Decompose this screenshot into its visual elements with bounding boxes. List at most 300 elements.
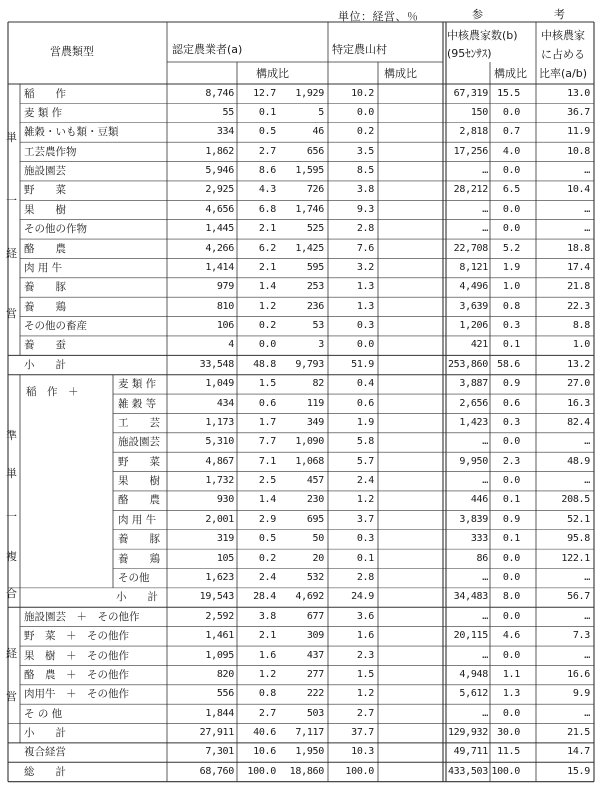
row-value: 1.3 — [356, 300, 374, 312]
row-value: 10.8 — [567, 145, 590, 157]
row-value: 525 — [306, 223, 324, 235]
row-value: 2,656 — [459, 397, 488, 409]
row-value: 3.5 — [356, 145, 374, 157]
row-value: 8,121 — [459, 261, 488, 273]
row-label: 複合経営 — [24, 746, 66, 759]
row-value: 22.3 — [567, 300, 590, 312]
row-value: 0.6 — [258, 397, 276, 409]
row-value: 4.0 — [502, 145, 520, 157]
row-value: 82 — [312, 378, 324, 390]
row-value: 7.6 — [356, 242, 374, 254]
row-value: 695 — [306, 513, 324, 525]
row-value: 5,310 — [205, 436, 234, 448]
row-value: 3,887 — [459, 378, 488, 390]
row-value: 656 — [306, 145, 324, 157]
row-value: 208.5 — [561, 494, 590, 506]
row-label: 養 豚 — [24, 281, 66, 294]
row-value: 82.4 — [567, 416, 590, 428]
row-value: … — [584, 649, 590, 661]
row-value: 4 — [228, 339, 234, 351]
row-value: 15.5 — [497, 87, 520, 99]
row-value: 11.9 — [567, 126, 590, 138]
row-value: 17.4 — [567, 261, 590, 273]
row-value: 24.9 — [351, 591, 374, 603]
header-core-share-1: 中核農家 — [541, 29, 585, 42]
row-value: 2.7 — [356, 707, 374, 719]
row-value: 0.9 — [502, 513, 520, 525]
row-value: 2.1 — [258, 223, 276, 235]
row-value: 1.3 — [356, 281, 374, 293]
row-label: 工芸農作物 — [24, 145, 77, 158]
row-value: 1,095 — [205, 649, 234, 661]
row-value: 105 — [216, 552, 234, 564]
row-value: 9,950 — [459, 455, 488, 467]
row-value: 333 — [470, 533, 488, 545]
row-value: 3.7 — [356, 513, 374, 525]
row-label: 肉 用 牛 — [24, 261, 63, 274]
row-value: 2,592 — [205, 610, 234, 622]
row-value: 2.8 — [356, 223, 374, 235]
row-value: … — [482, 165, 488, 177]
row-value: 122.1 — [561, 552, 590, 564]
row-value: 3 — [318, 339, 324, 351]
row-value: 9,793 — [295, 358, 324, 370]
row-value: 230 — [306, 494, 324, 506]
row-value: 0.5 — [258, 126, 276, 138]
row-value: 1,732 — [205, 475, 234, 487]
group-label-single-3: 経 — [6, 247, 17, 260]
row-value: 52.1 — [567, 513, 590, 525]
row-label: 小 計 — [116, 591, 158, 604]
row-value: … — [482, 572, 488, 583]
row-value: 421 — [470, 339, 488, 351]
row-value: 18.8 — [567, 242, 590, 254]
row-value: 0.8 — [258, 688, 276, 700]
row-value: 56.7 — [567, 591, 590, 603]
row-value: 236 — [306, 300, 324, 312]
row-value: … — [482, 436, 488, 448]
row-value: 2.4 — [356, 475, 374, 487]
row-value: 0.0 — [502, 610, 520, 622]
row-value: 68,760 — [199, 765, 234, 777]
row-value: 21.8 — [567, 281, 590, 293]
row-value: 1.7 — [258, 416, 276, 428]
row-value: 5.2 — [502, 242, 520, 254]
row-value: 319 — [216, 533, 234, 545]
row-value: 0.0 — [502, 203, 520, 215]
row-value: 1,461 — [205, 630, 234, 642]
row-value: 19,543 — [199, 591, 234, 603]
row-value: 253,860 — [447, 358, 488, 370]
row-value: 1.2 — [258, 668, 276, 680]
row-value: 119 — [306, 397, 324, 409]
row-value: 532 — [306, 572, 324, 583]
group-label-single-2: 一 — [6, 194, 17, 207]
row-value: 7.3 — [572, 630, 590, 642]
row-value: 0.1 — [502, 494, 520, 506]
row-value: 6.5 — [502, 184, 520, 196]
row-value: 3.8 — [356, 184, 374, 196]
row-label: 肉 用 牛 — [118, 513, 157, 526]
row-value: 0.3 — [356, 320, 374, 332]
row-value: 3,639 — [459, 300, 488, 312]
row-value: 1.0 — [502, 281, 520, 293]
row-value: 9.9 — [572, 688, 590, 700]
row-label: 雑穀・いも類・豆類 — [24, 126, 119, 139]
row-value: 5.8 — [356, 436, 374, 448]
row-value: 48.8 — [253, 358, 276, 370]
row-value: 14.7 — [567, 746, 590, 758]
header-core-share-3: 比率(a/b) — [539, 67, 588, 80]
group-label-complex-2: 営 — [6, 690, 17, 703]
header-certified: 認定農業者(a) — [172, 43, 243, 56]
row-value: 309 — [306, 630, 324, 642]
row-value: 4,867 — [205, 455, 234, 467]
row-value: 0.3 — [356, 533, 374, 545]
row-value: 1,950 — [295, 746, 324, 758]
row-value: 58.6 — [497, 358, 520, 370]
row-label: 果 樹 — [24, 203, 66, 216]
row-value: 2,818 — [459, 126, 488, 138]
row-value: … — [584, 203, 590, 215]
row-value: 1.2 — [356, 494, 374, 506]
row-value: 1,445 — [205, 223, 234, 235]
row-value: 0.0 — [502, 552, 520, 564]
row-value: 2.9 — [258, 513, 276, 525]
row-value: 1,423 — [459, 416, 488, 428]
row-value: 0.1 — [502, 339, 520, 351]
row-label: 麦 類 作 — [118, 378, 157, 391]
row-value: 820 — [216, 668, 234, 680]
row-label: 養 蚕 — [24, 339, 66, 352]
row-value: 433,503 — [447, 765, 488, 777]
row-value: 10.4 — [567, 184, 590, 196]
row-value: 8.0 — [502, 591, 520, 603]
row-value: 2.7 — [258, 707, 276, 719]
row-value: 1,090 — [295, 436, 324, 448]
row-value: 0.0 — [502, 436, 520, 448]
header-core-count-sub: (95ｾﾝｻｽ) — [447, 47, 492, 60]
row-value: 0.2 — [258, 320, 276, 332]
row-label: 果 樹 ＋ その他作 — [24, 649, 129, 662]
row-value: 349 — [306, 416, 324, 428]
row-value: … — [482, 203, 488, 215]
row-label: その他 — [118, 572, 150, 584]
row-value: 0.3 — [502, 416, 520, 428]
row-value: 48.9 — [567, 455, 590, 467]
row-value: … — [584, 572, 590, 583]
row-value: 0.3 — [502, 320, 520, 332]
row-value: 2.1 — [258, 630, 276, 642]
row-value: 16.3 — [567, 397, 590, 409]
row-value: 0.0 — [258, 339, 276, 351]
row-value: 253 — [306, 281, 324, 293]
row-value: 0.5 — [258, 533, 276, 545]
row-value: … — [482, 649, 488, 661]
row-value: 4.3 — [258, 184, 276, 196]
row-value: 2,001 — [205, 513, 234, 525]
row-value: 0.0 — [502, 572, 520, 583]
row-value: 129,932 — [447, 727, 488, 739]
row-value: … — [584, 707, 590, 719]
row-value: 1.2 — [356, 688, 374, 700]
row-value: … — [584, 436, 590, 448]
row-value: 17,256 — [453, 145, 488, 157]
row-value: 979 — [216, 281, 234, 293]
row-value: 7,301 — [205, 746, 234, 758]
row-value: 446 — [470, 494, 488, 506]
row-value: 5.7 — [356, 455, 374, 467]
row-value: 2.1 — [258, 261, 276, 273]
row-value: 1.5 — [356, 668, 374, 680]
row-value: 1,068 — [295, 455, 324, 467]
row-value: 10.6 — [253, 746, 276, 758]
row-value: 556 — [216, 688, 234, 700]
row-value: 0.2 — [356, 126, 374, 138]
row-value: 86 — [476, 552, 488, 564]
row-value: 4,656 — [205, 203, 234, 215]
row-value: 18,860 — [289, 765, 324, 777]
reference-label: 参 考 — [472, 8, 595, 21]
row-value: 1,929 — [295, 87, 324, 99]
row-value: 2.4 — [258, 572, 276, 583]
row-value: 1,862 — [205, 145, 234, 157]
unit-label: 単位：経営、％ — [338, 10, 419, 23]
row-value: 1,049 — [205, 378, 234, 390]
row-value: 5 — [318, 106, 324, 118]
row-value: … — [482, 610, 488, 622]
row-value: 2.7 — [258, 145, 276, 157]
row-value: 4,496 — [459, 281, 488, 293]
row-value: 49,711 — [453, 746, 488, 758]
row-value: 2.3 — [356, 649, 374, 661]
row-label: 施設園芸 ＋ その他作 — [24, 610, 140, 623]
group-label-semi-1: 準 — [6, 429, 17, 442]
row-value: 434 — [216, 397, 234, 409]
row-value: 6.8 — [258, 203, 276, 215]
row-value: … — [584, 223, 590, 235]
row-value: 8,746 — [205, 87, 234, 99]
row-value: 7.1 — [258, 455, 276, 467]
row-value: 0.0 — [356, 339, 374, 351]
row-value: 22,708 — [453, 242, 488, 254]
row-value: 8.8 — [572, 320, 590, 332]
row-value: 12.7 — [253, 87, 276, 99]
row-value: 20,115 — [453, 630, 488, 642]
row-label: 野 菜 — [118, 455, 160, 468]
row-value: 36.7 — [567, 106, 590, 118]
row-value: 16.6 — [567, 668, 590, 680]
row-value: … — [584, 475, 590, 487]
group-label-semi-2: 単 — [6, 467, 17, 480]
row-value: 0.6 — [502, 397, 520, 409]
row-value: 1.3 — [502, 688, 520, 700]
row-value: 0.0 — [502, 106, 520, 118]
row-value: 595 — [306, 261, 324, 273]
row-value: 5,612 — [459, 688, 488, 700]
row-value: … — [584, 165, 590, 177]
row-value: 0.1 — [502, 533, 520, 545]
row-value: 4.6 — [502, 630, 520, 642]
row-value: 457 — [306, 475, 324, 487]
row-value: 150 — [470, 106, 488, 118]
row-value: 3,839 — [459, 513, 488, 525]
row-value: 20 — [312, 552, 324, 564]
row-label: 野 菜 — [24, 184, 66, 197]
row-value: 106 — [216, 320, 234, 332]
row-label: そ の 他 — [24, 707, 63, 720]
row-value: 46 — [312, 126, 324, 138]
row-label: 雑 穀 等 — [118, 397, 157, 410]
row-label: 肉用牛 ＋ その他作 — [24, 688, 129, 701]
row-value: 0.1 — [258, 106, 276, 118]
row-value: 1,623 — [205, 572, 234, 583]
row-value: 1,173 — [205, 416, 234, 428]
row-value: 1,595 — [295, 165, 324, 177]
header-designated: 特定農山村 — [332, 43, 387, 56]
row-value: 28,212 — [453, 184, 488, 196]
row-value: 1.4 — [258, 494, 276, 506]
row-value: … — [482, 707, 488, 719]
row-value: 334 — [216, 126, 234, 138]
row-label: その他の作物 — [24, 223, 87, 236]
row-value: 0.0 — [502, 475, 520, 487]
row-value: 13.2 — [567, 358, 590, 370]
row-value: 810 — [216, 300, 234, 312]
row-value: 3.6 — [356, 610, 374, 622]
row-label: 果 樹 — [118, 475, 160, 488]
row-value: 2.8 — [356, 572, 374, 583]
row-label: 麦 類 作 — [24, 106, 63, 119]
row-value: 2.3 — [502, 455, 520, 467]
row-value: 100.0 — [345, 765, 374, 777]
row-value: 100.0 — [247, 765, 276, 777]
row-value: 3.8 — [258, 610, 276, 622]
row-label: 野 菜 ＋ その他作 — [24, 630, 129, 643]
row-label: 総 計 — [24, 765, 66, 778]
row-value: 0.0 — [356, 106, 374, 118]
row-value: 8.5 — [356, 165, 374, 177]
row-value: 0.0 — [502, 707, 520, 719]
row-value: 1.4 — [258, 281, 276, 293]
row-value: 7.7 — [258, 436, 276, 448]
row-label: 酪 農 ＋ その他作 — [24, 668, 129, 681]
group-label-semi-5: 合 — [6, 587, 17, 600]
row-value: 4,692 — [295, 591, 324, 603]
row-value: 0.8 — [502, 300, 520, 312]
row-value: 0.7 — [502, 126, 520, 138]
row-label: 施設園芸 — [118, 436, 160, 449]
row-value: 34,483 — [453, 591, 488, 603]
row-label: 小 計 — [24, 727, 66, 740]
row-label: その他の畜産 — [24, 320, 87, 333]
row-value: 27,911 — [199, 727, 234, 739]
row-value: 51.9 — [351, 358, 374, 370]
row-value: 40.6 — [253, 727, 276, 739]
row-value: 5,946 — [205, 165, 234, 177]
row-value: 27.0 — [567, 378, 590, 390]
row-value: 100.0 — [491, 765, 520, 777]
row-value: 6.2 — [258, 242, 276, 254]
row-value: 7,117 — [295, 727, 324, 739]
row-label: 養 鶏 — [24, 300, 66, 313]
row-value: 53 — [312, 320, 324, 332]
row-value: 437 — [306, 649, 324, 661]
row-value: 0.2 — [258, 552, 276, 564]
row-value: 1,206 — [459, 320, 488, 332]
header-type: 営農類型 — [50, 45, 94, 58]
group-label-single-1: 単 — [6, 131, 17, 144]
row-value: 21.5 — [567, 727, 590, 739]
row-value: 1.6 — [356, 630, 374, 642]
row-value: 222 — [306, 688, 324, 700]
row-value: 0.0 — [502, 649, 520, 661]
row-value: 0.1 — [356, 552, 374, 564]
row-value: 95.8 — [567, 533, 590, 545]
row-value: 13.0 — [567, 87, 590, 99]
group-label-semi-4: 複 — [6, 550, 17, 563]
row-value: 1.6 — [258, 649, 276, 661]
row-label: 小 計 — [24, 358, 66, 371]
group-label-single-4: 営 — [6, 307, 17, 320]
row-value: 2,925 — [205, 184, 234, 196]
row-value: 33,548 — [199, 358, 234, 370]
row-value: 4,948 — [459, 668, 488, 680]
row-value: 1,844 — [205, 707, 234, 719]
row-value: 1.0 — [572, 339, 590, 351]
row-value: 8.6 — [258, 165, 276, 177]
header-designated-ratio: 構成比 — [384, 67, 417, 80]
row-value: 1.9 — [356, 416, 374, 428]
row-value: 10.3 — [351, 746, 374, 758]
row-value: 15.9 — [567, 765, 590, 777]
header-core-ratio: 構成比 — [494, 67, 527, 80]
row-value: 1.2 — [258, 300, 276, 312]
row-value: 677 — [306, 610, 324, 622]
row-value: 50 — [312, 533, 324, 545]
row-value: 28.4 — [253, 591, 276, 603]
row-label: 養 鶏 — [118, 552, 160, 565]
row-value: 277 — [306, 668, 324, 680]
row-value: 1.1 — [502, 668, 520, 680]
row-label: 稲 作 — [24, 87, 66, 100]
row-value: 1,414 — [205, 261, 234, 273]
row-value: 30.0 — [497, 727, 520, 739]
header-core-count: 中核農家数(b) — [447, 29, 518, 42]
row-value: 1,425 — [295, 242, 324, 254]
row-value: 0.4 — [356, 378, 374, 390]
row-label: 酪 農 — [24, 242, 66, 255]
row-value: 726 — [306, 184, 324, 196]
row-label: 酪 農 — [118, 494, 160, 507]
row-label: 施設園芸 — [24, 165, 66, 178]
row-value: … — [482, 475, 488, 487]
row-value: 55 — [222, 106, 234, 118]
row-value: 10.2 — [351, 87, 374, 99]
row-value: 1.5 — [258, 378, 276, 390]
group-label-semi-3: 一 — [6, 510, 17, 523]
row-value: 0.6 — [356, 397, 374, 409]
row-value: 11.5 — [497, 746, 520, 758]
row-value: 37.7 — [351, 727, 374, 739]
row-value: 2.5 — [258, 475, 276, 487]
row-value: 930 — [216, 494, 234, 506]
row-value: … — [584, 610, 590, 622]
row-value: 3.2 — [356, 261, 374, 273]
row-value: 0.0 — [502, 223, 520, 235]
row-value: 9.3 — [356, 203, 374, 215]
header-certified-ratio: 構成比 — [256, 67, 289, 80]
